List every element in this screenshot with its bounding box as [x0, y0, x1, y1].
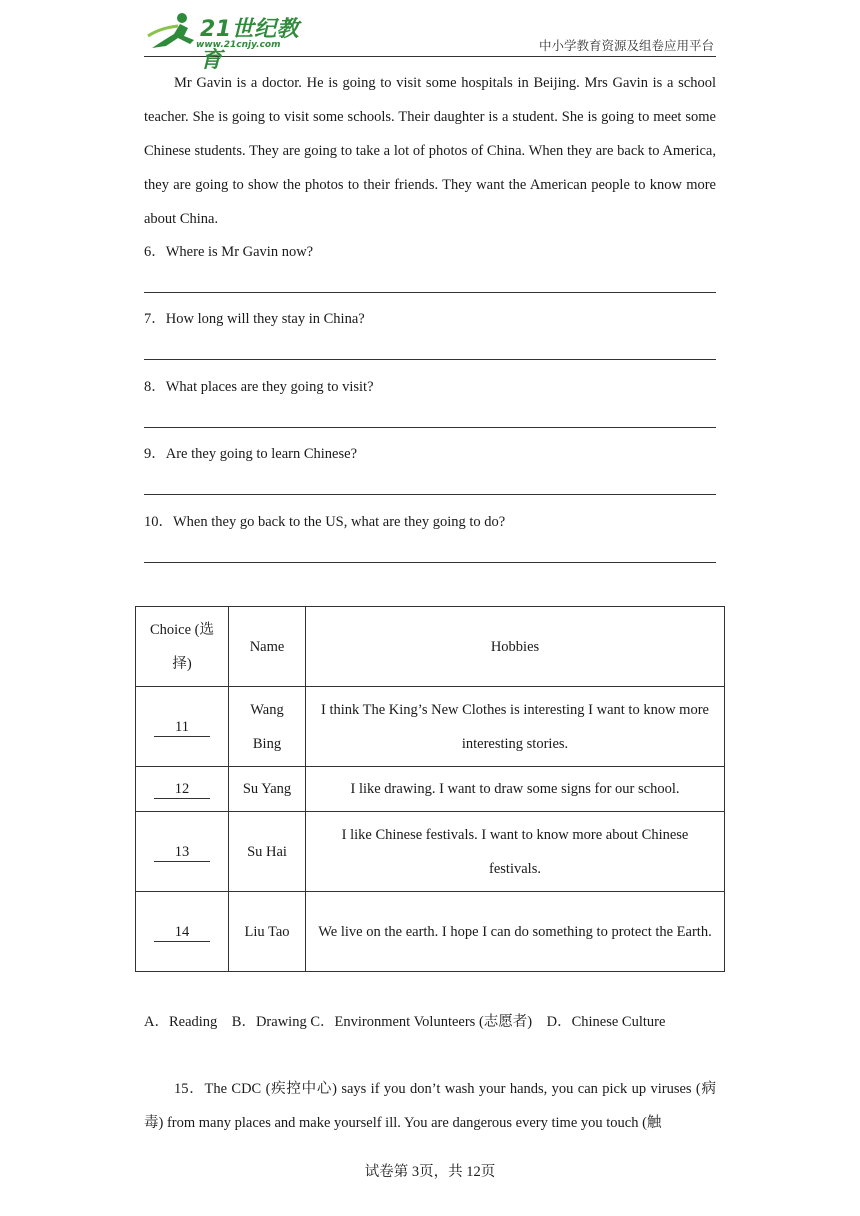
table-row — [136, 687, 725, 767]
question-text: Are they going to learn Chinese? — [165, 446, 358, 462]
choice-cell[interactable] — [136, 812, 229, 892]
table-row — [136, 767, 725, 812]
logo-url: www.21cnjy.com — [196, 40, 281, 50]
name-cell: Wang Bing — [229, 687, 306, 767]
question-15-passage — [144, 1072, 716, 1140]
name-cell: Su Yang — [229, 767, 306, 812]
choice-blank[interactable]: 14 — [154, 923, 210, 942]
choice-cell[interactable] — [136, 892, 229, 972]
question-text: What places are they going to visit? — [165, 379, 374, 395]
runner-logo-icon — [144, 10, 200, 52]
answer-line-6[interactable] — [144, 292, 716, 293]
question-8 — [144, 377, 716, 397]
table-header-row — [136, 607, 725, 687]
question-9 — [144, 444, 716, 464]
logo — [144, 10, 319, 73]
answer-line-10[interactable] — [144, 562, 716, 563]
question-number: 6． — [144, 244, 166, 260]
question-10 — [144, 512, 716, 532]
question-6 — [144, 242, 716, 262]
choice-blank[interactable]: 13 — [154, 843, 210, 862]
table-row — [136, 812, 725, 892]
hobby-cell: We live on the earth. I hope I can do something to protect the Earth. — [306, 892, 725, 972]
hobby-cell: I like Chinese festivals. I want to know more about Chinese festivals. — [306, 812, 725, 892]
header-choice: Choice (选择) — [136, 607, 229, 687]
question-15-text: 15．The CDC (疾控中心) says if you don’t wash your hands, you can pick up viruses (病毒) from many places and make yourself ill. You are dangerous every time you touch (触 — [144, 1081, 716, 1131]
page-header — [144, 8, 716, 73]
question-number: 9． — [144, 446, 166, 462]
passage-text: Mr Gavin is a doctor. He is going to visit some hospitals in Beijing. Mrs Gavin is a school teacher. She is going to visit some schools. Their daughter is a student. She is going to meet some Chinese students. They are going to take a lot of photos of China. When they are back to America, they are going to show the photos to their friends. They want the American people to know more about China. — [144, 75, 716, 227]
table-row — [136, 892, 725, 972]
name-cell: Su Hai — [229, 812, 306, 892]
header-platform-text: 中小学教育资源及组卷应用平台 — [538, 38, 714, 53]
choice-cell[interactable] — [136, 767, 229, 812]
question-text: Where is Mr Gavin now? — [165, 244, 314, 260]
question-7 — [144, 309, 716, 329]
hobbies-table — [135, 606, 725, 972]
page-footer: 试卷第 3页，共 12页 — [364, 1164, 496, 1180]
reading-passage — [144, 66, 716, 236]
answer-line-7[interactable] — [144, 359, 716, 360]
question-number: 10． — [144, 514, 173, 530]
choice-blank[interactable]: 12 — [154, 780, 210, 799]
answer-line-8[interactable] — [144, 427, 716, 428]
question-text: How long will they stay in China? — [165, 311, 365, 327]
question-number: 7． — [144, 311, 166, 327]
answer-line-9[interactable] — [144, 494, 716, 495]
question-number: 8． — [144, 379, 166, 395]
hobby-cell: I think The King’s New Clothes is interesting I want to know more interesting stories. — [306, 687, 725, 767]
hobby-cell: I like drawing. I want to draw some signs for our school. — [306, 767, 725, 812]
question-text: When they go back to the US, what are they going to do? — [173, 514, 506, 530]
choice-cell[interactable] — [136, 687, 229, 767]
header-hobbies: Hobbies — [306, 607, 725, 687]
header-name: Name — [229, 607, 306, 687]
choice-blank[interactable]: 11 — [154, 718, 210, 737]
answer-options: A．Reading B．Drawing C．Environment Volunteers (志愿者) D．Chinese Culture — [144, 1014, 666, 1030]
logo-text: 21世纪教育 — [200, 17, 300, 73]
name-cell: Liu Tao — [229, 892, 306, 972]
